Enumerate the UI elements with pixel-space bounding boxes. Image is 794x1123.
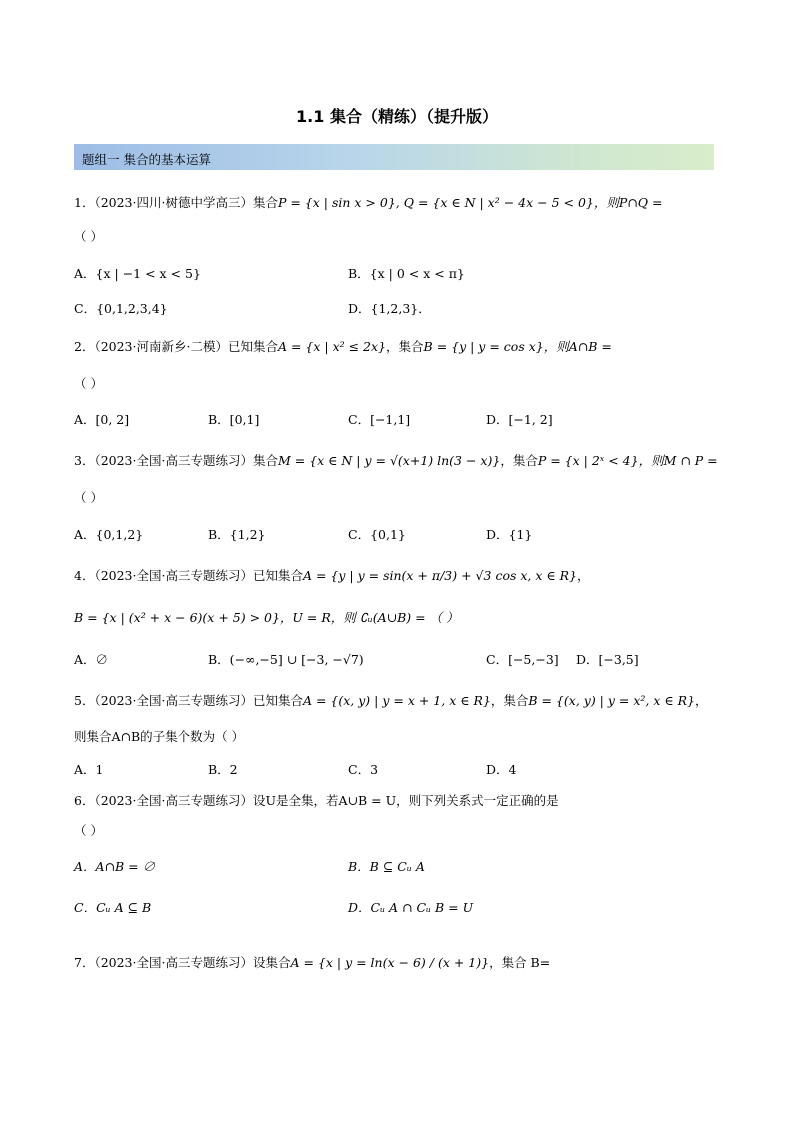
question-math: A = {(x, y) | y = x + 1, x ∈ R} <box>302 693 491 708</box>
option-c: C．{0,1} <box>348 527 406 542</box>
question-source: （2023·全国·高三专题练习）集合 <box>94 453 278 468</box>
question-math-2: P = {x | 2ˣ < 4} <box>537 453 639 468</box>
option-b: B．{x | 0 < x < π} <box>348 266 465 281</box>
option-d: D．[−1, 2] <box>486 412 553 427</box>
option-d: D．Cᵤ A ∩ Cᵤ B = U <box>348 900 474 915</box>
question-4 <box>74 566 590 584</box>
question-source: （2023·河南新乡·二模）已知集合 <box>94 339 278 354</box>
option-c: C．[−1,1] <box>348 412 411 427</box>
option-a: A．{x | −1 < x < 5} <box>74 266 201 281</box>
question-4-line-2: B = {x | (x² + x − 6)(x + 5) > 0}，U = R，则 ∁ᵤ(A∪B) = （ ） <box>74 610 459 625</box>
option-b: B．{1,2} <box>208 527 266 542</box>
question-number: 1． <box>74 195 95 210</box>
question-math: A = {x | x² ≤ 2x} <box>277 339 387 354</box>
question-math: A = {x | y = ln(x − 6) / (x + 1)} <box>290 955 490 970</box>
question-source: （2023·全国·高三专题练习）已知集合 <box>94 693 303 708</box>
option-a: A．1 <box>74 762 104 777</box>
question-source: （2023·全国·高三专题练习）设U是全集，若A∪B = U，则下列关系式一定正确的是 <box>94 793 559 808</box>
option-c: C．{0,1,2,3,4} <box>74 301 168 316</box>
option-b: B．[0,1] <box>208 412 260 427</box>
option-d: D．4 <box>486 762 517 777</box>
option-b: B．B ⊆ Cᵤ A <box>348 859 425 874</box>
option-b: B．2 <box>208 762 238 777</box>
question-tail: ，集合 B= <box>489 955 551 970</box>
question-number: 5． <box>74 693 95 708</box>
question-tail: ，则M ∩ P = <box>638 453 718 468</box>
question-tail: ，则A∩B = <box>543 339 612 354</box>
option-a: A．{0,1,2} <box>74 527 144 542</box>
question-2 <box>74 337 612 355</box>
answer-blank: （ ） <box>74 229 103 244</box>
answer-blank: （ ） <box>74 490 103 505</box>
option-d: D．{1} <box>486 527 533 542</box>
question-source: （2023·四川·树德中学高三）集合 <box>94 195 278 210</box>
question-math: P = {x | sin x > 0}, Q = {x ∈ N | x² − 4x − 5 < 0} <box>277 195 594 210</box>
option-c: C．Cᵤ A ⊆ B <box>74 900 152 915</box>
question-number: 4． <box>74 568 95 583</box>
question-tail: ， <box>576 568 590 583</box>
question-7 <box>74 953 550 971</box>
option-b: B．(−∞,−5] ∪ [−3, −√7) <box>208 652 364 667</box>
question-5 <box>74 691 707 709</box>
answer-blank: （ ） <box>74 376 103 391</box>
option-c: C．[−5,−3] <box>486 652 559 667</box>
question-math: M = {x ∈ N | y = √(x+1) ln(3 − x)} <box>277 453 501 468</box>
question-mid: ，集合 <box>386 339 424 354</box>
question-math-2: B = {y | y = cos x} <box>423 339 544 354</box>
option-c: C．3 <box>348 762 379 777</box>
question-1 <box>74 193 662 211</box>
question-math: A = {y | y = sin(x + π/3) + √3 cos x, x ∈ R} <box>302 568 577 583</box>
question-mid: ，集合 <box>500 453 538 468</box>
question-number: 6． <box>74 793 95 808</box>
section-title: 题组一 集合的基本运算 <box>82 152 211 167</box>
question-math-2: B = {(x, y) | y = x², x ∈ R} <box>528 693 695 708</box>
answer-blank: （ ） <box>74 823 103 838</box>
option-a: A．[0, 2] <box>74 412 130 427</box>
question-number: 3． <box>74 453 95 468</box>
option-a: A．A∩B = ∅ <box>74 859 156 874</box>
question-6 <box>74 791 559 809</box>
question-5-line-2: 则集合A∩B的子集个数为（ ） <box>74 729 245 744</box>
question-tail: ，则P∩Q = <box>593 195 663 210</box>
option-d: D．{1,2,3}． <box>348 301 431 316</box>
question-mid: ，集合 <box>490 693 529 708</box>
section-header <box>74 144 714 170</box>
question-number: 7． <box>74 955 95 970</box>
question-number: 2． <box>74 339 95 354</box>
question-tail: ， <box>694 693 708 708</box>
option-a: A．∅ <box>74 652 109 667</box>
question-source: （2023·全国·高三专题练习）已知集合 <box>94 568 303 583</box>
page-title: 1.1 集合（精练）（提升版） <box>296 107 498 126</box>
question-source: （2023·全国·高三专题练习）设集合 <box>94 955 291 970</box>
option-d: D．[−3,5] <box>576 652 639 667</box>
question-3 <box>74 451 718 469</box>
